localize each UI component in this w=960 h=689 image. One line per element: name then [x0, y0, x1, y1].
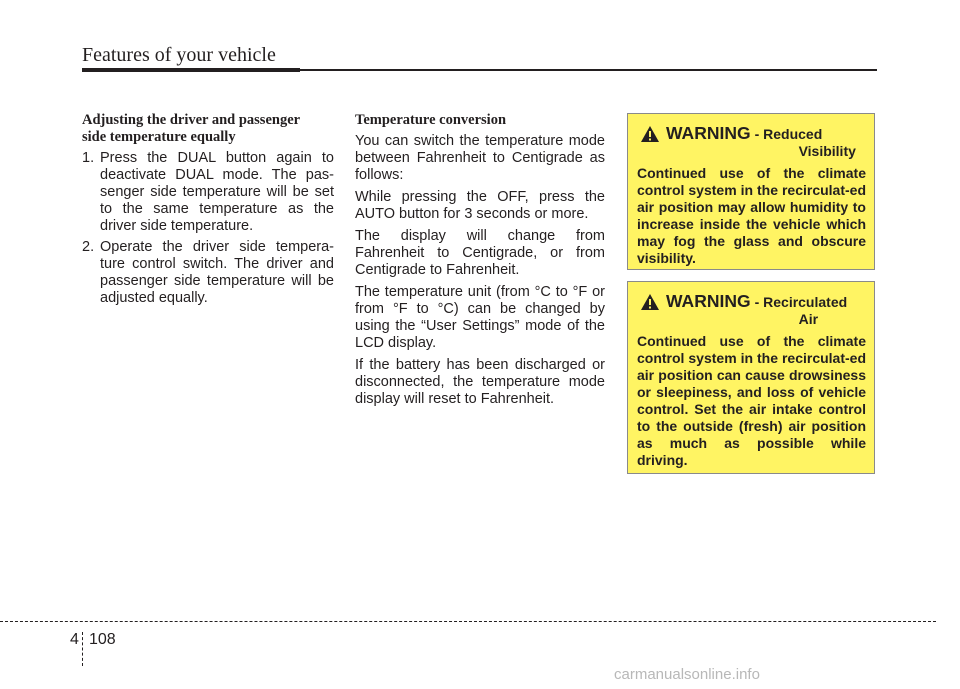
warning-triangle-icon: [640, 293, 660, 311]
paragraph: The temperature unit (from °C to °F or from °F to °C) can be changed by using the “User Settings” mode of the LCD display.: [355, 284, 605, 351]
warning-header: [637, 124, 866, 160]
warning-triangle-icon: [640, 125, 660, 143]
warning-box-reduced-visibility: [627, 113, 875, 270]
step-list: [82, 150, 334, 307]
watermark: carmanualsonline.info: [614, 666, 760, 683]
step-text: Operate the driver side tempera-ture control switch. The driver and passenger side temperature will be adjusted equally.: [100, 239, 334, 306]
step-number: 1.: [82, 150, 95, 166]
footer-divider: [82, 632, 83, 666]
section-heading-temperature-conversion: Temperature conversion: [355, 112, 507, 128]
warning-text: Continued use of the climate control system in the recirculat-ed air position may allow humidity to increase inside the vehicle which may fog the glass and obscure visibility.: [637, 165, 866, 266]
page-title: Features of your vehicle: [82, 44, 276, 66]
section-heading-dual: Adjusting the driver and passenger side temperature equally: [82, 112, 301, 145]
warning-label: WARNING: [666, 123, 751, 143]
left-column: [82, 112, 334, 311]
warning-label: WARNING: [666, 291, 751, 311]
right-column: [355, 112, 605, 413]
paragraph: The display will change from Fahrenheit to Centigrade, or from Centigrade to Fahrenheit.: [355, 228, 605, 278]
header-bar: [82, 68, 300, 72]
step-item: [82, 150, 334, 235]
header-rule: [300, 69, 877, 71]
warning-subtitle: - Reduced Visibility: [754, 126, 856, 159]
warning-text: Continued use of the climate control system in the recirculat-ed air position can cause drowsiness or sleepiness, and loss of vehicle control. Set the air intake control to the outside (fresh) air position as much as possible while driving.: [637, 333, 866, 468]
step-text: Press the DUAL button again to deactivate DUAL mode. The pas-senger side temperature will be set to the same temperature as the driver side temperature.: [100, 150, 334, 234]
footer-rule: [0, 621, 936, 622]
warning-box-recirculated-air: [627, 281, 875, 474]
paragraph: You can switch the temperature mode between Fahrenheit to Centigrade as follows:: [355, 133, 605, 183]
warning-subtitle: - Recirculated Air: [754, 294, 848, 327]
chapter-number: 4: [70, 631, 79, 648]
step-item: [82, 239, 334, 307]
step-number: 2.: [82, 239, 95, 255]
paragraph: While pressing the OFF, press the AUTO button for 3 seconds or more.: [355, 189, 605, 222]
paragraph: If the battery has been discharged or disconnected, the temperature mode display will reset to Fahrenheit.: [355, 357, 605, 407]
page-number: 108: [89, 631, 116, 648]
warning-header: [637, 292, 866, 328]
